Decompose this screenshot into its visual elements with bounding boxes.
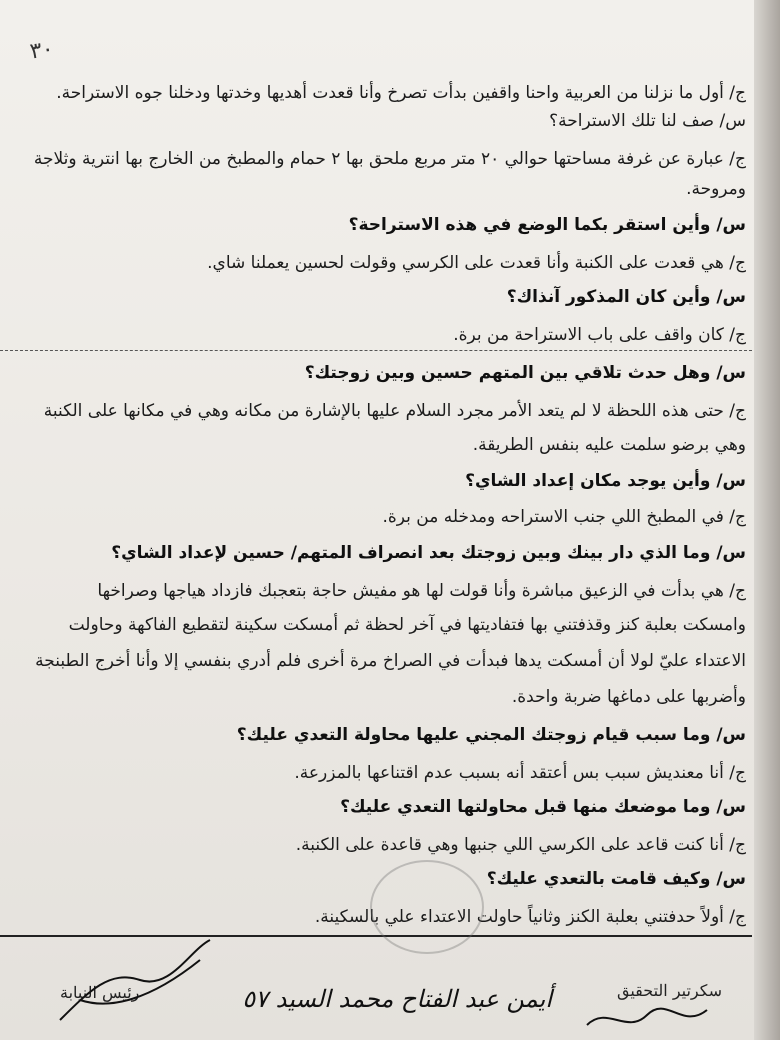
dashed-separator <box>0 350 752 351</box>
official-stamp <box>370 860 484 954</box>
answer-line: ج/ أولاً حدفتني بعلبة الكنز وثانياً حاولت الاعتداء علي بالسكينة. <box>314 907 746 927</box>
answer-line: س/ صف لنا تلك الاستراحة؟ <box>549 111 746 131</box>
secretary-label: سكرتير التحقيق <box>616 981 722 1000</box>
answer-line: وهي برضو سلمت عليه بنفس الطريقة. <box>472 435 746 455</box>
page-number: ٣٠ <box>28 36 56 65</box>
answer-line: ج/ أنا كنت قاعد على الكرسي اللي جنبها وهي قاعدة على الكنبة. <box>295 835 746 855</box>
answer-line: ج/ أنا معنديش سبب بس أعتقد أنه بسبب عدم اقتناعها بالمزرعة. <box>294 763 746 783</box>
prosecutor-signature <box>50 930 220 1030</box>
question-line: س/ وأين استقر بكما الوضع في هذه الاستراحة؟ <box>348 215 746 235</box>
answer-line: ج/ عبارة عن غرفة مساحتها حوالي ٢٠ متر مربع ملحق بها ٢ حمام والمطبخ من الخارج بها انترية وثلاجة <box>33 149 746 169</box>
answer-line: ج/ هي قعدت على الكنبة وأنا قعدت على الكرسي وقولت لحسين يعملنا شاي. <box>207 253 746 273</box>
question-line: س/ وكيف قامت بالتعدي عليك؟ <box>486 869 746 889</box>
answer-line: ومروحة. <box>686 179 746 199</box>
answer-line: ج/ أول ما نزلنا من العربية واحنا واقفين بدأت تصرخ وأنا قعدت أهديها وخدتها ودخلنا جوه الاستراحة. <box>56 83 746 103</box>
secretary-signature <box>582 995 712 1040</box>
question-line: س/ وما موضعك منها قبل محاولتها التعدي عليك؟ <box>340 797 746 817</box>
answer-line: وأضربها على دماغها ضربة واحدة. <box>511 687 746 707</box>
question-line: س/ وما سبب قيام زوجتك المجني عليها محاولة التعدي عليك؟ <box>236 725 746 745</box>
answer-line: ج/ كان واقف على باب الاستراحة من برة. <box>453 325 746 345</box>
prosecutor-label: رئيس النيابة <box>60 983 140 1002</box>
question-line: س/ وأين كان المذكور آنذاك؟ <box>506 287 746 307</box>
answer-line: ج/ حتى هذه اللحظة لا لم يتعد الأمر مجرد السلام عليها بالإشارة من مكانه وهي في مكانها على الكنبة <box>43 401 746 421</box>
answer-line: ج/ في المطبخ اللي جنب الاستراحه ومدخله من برة. <box>382 507 746 527</box>
answer-line: الاعتداء عليّ لولا أن أمسكت يدها فبدأت في الصراخ مرة أخرى فلم أدري بنفسي إلا وأنا أخرج الطبنجة <box>35 651 746 671</box>
answer-line: ج/ هي بدأت في الزعيق مباشرة وأنا قولت لها هو مفيش حاجة بتعجبك فازداد هياجها وصراخها <box>97 581 746 601</box>
question-line: س/ وأين يوجد مكان إعداد الشاي؟ <box>465 471 746 491</box>
answer-line: وامسكت بعلبة كنز وقذفتني بها فتفاديتها في آخر لحظة ثم أمسكت سكينة لتقطيع الفاكهة وحاولت <box>68 615 746 635</box>
question-line: س/ وهل حدث تلاقي بين المتهم حسين وبين زوجتك؟ <box>304 363 746 383</box>
signature-row <box>0 975 752 1035</box>
page-edge <box>754 0 780 1040</box>
question-line: س/ وما الذي دار بينك وبين زوجتك بعد انصراف المتهم/ حسين لإعداد الشاي؟ <box>111 543 746 563</box>
accused-signature-name: أيمن عبد الفتاح محمد السيد ٥٧ <box>242 985 552 1013</box>
